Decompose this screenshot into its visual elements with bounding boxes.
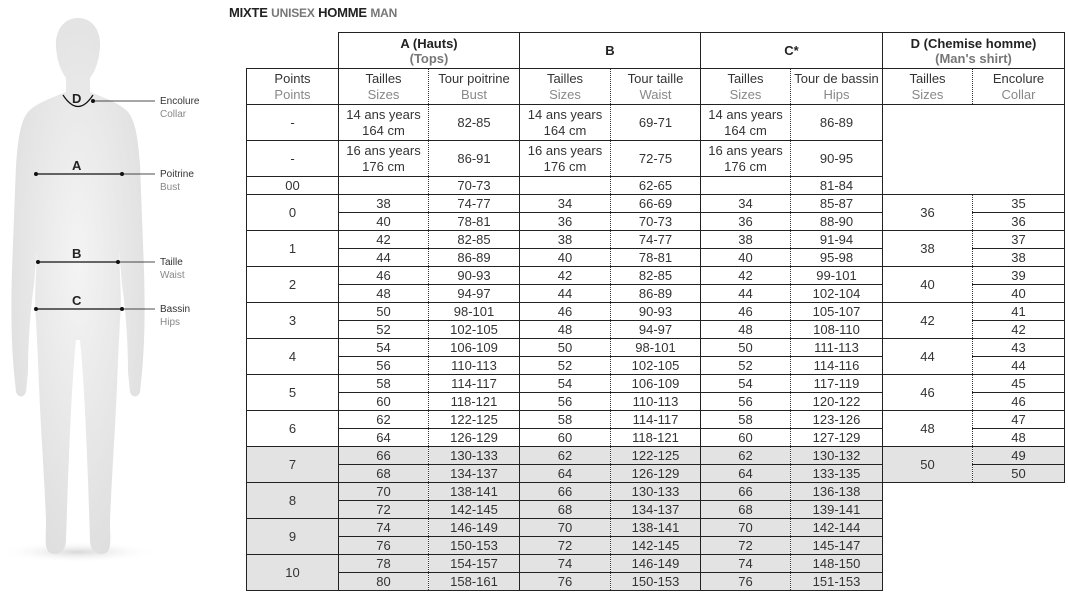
c-size-cell: 42: [701, 267, 791, 285]
c-size-cell: 66: [701, 483, 791, 501]
d-meas-cell: 35: [973, 195, 1065, 213]
col-d-size-en: Sizes: [911, 86, 944, 102]
c-meas-cell: 120-122: [791, 393, 883, 411]
d-size-cell: 48: [883, 411, 973, 447]
c-size-cell: 44: [701, 285, 791, 303]
size-row: [247, 447, 1065, 465]
c-meas-cell: 108-110: [791, 321, 883, 339]
point-cell: 7: [247, 447, 339, 483]
c-meas-cell: 127-129: [791, 429, 883, 447]
c-meas-cell: 151-153: [791, 573, 883, 591]
b-meas-cell: 62-65: [611, 177, 701, 195]
d-meas-cell: 45: [973, 375, 1065, 393]
a-meas-cell: 138-141: [429, 483, 520, 501]
d-blank-cell: [883, 483, 1065, 591]
c-meas-cell: 102-104: [791, 285, 883, 303]
b-size-cell: 38: [520, 231, 611, 249]
b-size-cell: [520, 105, 611, 141]
size-row: [247, 483, 1065, 501]
c-size-cell-line1: 16 ans years: [708, 142, 783, 158]
col-a-meas-en: Bust: [460, 86, 487, 102]
label-hips-en: Hips: [160, 317, 181, 328]
group-d-header: [883, 33, 1065, 69]
b-meas-cell: 70-73: [611, 213, 701, 231]
point-cell: 8: [247, 483, 339, 519]
a-meas-cell: 110-113: [429, 357, 520, 375]
b-meas-cell: 114-117: [611, 411, 701, 429]
label-hips-fr: Bassin: [160, 304, 191, 315]
size-row: [247, 411, 1065, 429]
b-size-cell: 72: [520, 537, 611, 555]
b-meas-cell: 126-129: [611, 465, 701, 483]
heading-mixte: MIXTE: [229, 5, 268, 20]
d-size-cell: 42: [883, 303, 973, 339]
group-a-title: A (Hauts): [400, 35, 458, 51]
b-meas-cell: 142-145: [611, 537, 701, 555]
heading-man: MAN: [370, 6, 398, 20]
d-meas-cell: 41: [973, 303, 1065, 321]
a-meas-cell: 78-81: [429, 213, 520, 231]
point-cell: 5: [247, 375, 339, 411]
a-meas-cell: 142-145: [429, 501, 520, 519]
youth-row: [247, 105, 1065, 141]
group-d-sub: (Man's shirt): [935, 50, 1012, 66]
c-size-cell: 58: [701, 411, 791, 429]
heading-unisex: UNISEX: [271, 6, 315, 20]
d-meas-cell: 49: [973, 447, 1065, 465]
a-meas-cell: 158-161: [429, 573, 520, 591]
a-meas-cell: 154-157: [429, 555, 520, 573]
b-meas-cell: 150-153: [611, 573, 701, 591]
point-cell: 6: [247, 411, 339, 447]
a-meas-cell: 150-153: [429, 537, 520, 555]
c-size-cell: 64: [701, 465, 791, 483]
c-meas-cell: 148-150: [791, 555, 883, 573]
size-row: [247, 375, 1065, 393]
col-d-size-fr: Tailles: [909, 70, 946, 86]
group-header-row: [247, 33, 1065, 69]
size-row: [247, 303, 1065, 321]
col-b-meas-fr: Tour taille: [627, 70, 684, 86]
d-meas-cell: 38: [973, 249, 1065, 267]
d-meas-cell: 36: [973, 213, 1065, 231]
c-size-cell: 36: [701, 213, 791, 231]
c-meas-cell: 139-141: [791, 501, 883, 519]
b-meas-cell: 66-69: [611, 195, 701, 213]
d-size-cell: 46: [883, 375, 973, 411]
b-meas-cell: 86-89: [611, 285, 701, 303]
col-c-size-en: Sizes: [729, 86, 762, 102]
c-meas-cell: 95-98: [791, 249, 883, 267]
a-size-cell: 48: [339, 285, 429, 303]
c-size-cell: 40: [701, 249, 791, 267]
a-size-cell: 76: [339, 537, 429, 555]
a-size-cell: 56: [339, 357, 429, 375]
c-meas-cell: 130-132: [791, 447, 883, 465]
point-cell: 3: [247, 303, 339, 339]
col-points-fr: Points: [274, 70, 311, 86]
b-size-cell: 52: [520, 357, 611, 375]
b-size-cell: 48: [520, 321, 611, 339]
a-meas-cell: 126-129: [429, 429, 520, 447]
c-meas-cell: 91-94: [791, 231, 883, 249]
c-meas-cell: 85-87: [791, 195, 883, 213]
letter-c: C: [72, 293, 82, 308]
b-size-cell: 54: [520, 375, 611, 393]
b-meas-cell: 72-75: [611, 141, 701, 177]
a-meas-cell: 86-89: [429, 249, 520, 267]
size-row: [247, 195, 1065, 213]
a-size-cell: 70: [339, 483, 429, 501]
d-blank-cell: [883, 105, 1065, 195]
b-meas-cell: 102-105: [611, 357, 701, 375]
b-size-cell: 50: [520, 339, 611, 357]
b-meas-cell: 106-109: [611, 375, 701, 393]
col-d-size: [883, 69, 973, 105]
c-size-cell-line1: 14 ans years: [708, 106, 783, 122]
b-meas-cell: 98-101: [611, 339, 701, 357]
d-size-cell: 40: [883, 267, 973, 303]
c-size-cell: 60: [701, 429, 791, 447]
a-size-cell: 58: [339, 375, 429, 393]
a-meas-cell: 82-85: [429, 231, 520, 249]
label-waist: [160, 256, 185, 282]
a-size-cell-line2: 176 cm: [362, 158, 405, 174]
a-size-cell: 64: [339, 429, 429, 447]
c-meas-cell: 145-147: [791, 537, 883, 555]
a-meas-cell: 118-121: [429, 393, 520, 411]
a-meas-cell: 114-117: [429, 375, 520, 393]
c-meas-cell: 136-138: [791, 483, 883, 501]
c-meas-cell: 114-116: [791, 357, 883, 375]
a-meas-cell: 98-101: [429, 303, 520, 321]
b-size-cell: [520, 177, 611, 195]
a-size-cell: 44: [339, 249, 429, 267]
group-c-header: [701, 33, 883, 69]
c-meas-cell: 142-144: [791, 519, 883, 537]
b-size-cell: 60: [520, 429, 611, 447]
col-c-size-fr: Tailles: [727, 70, 764, 86]
c-size-cell-line2: 176 cm: [724, 158, 767, 174]
body-figure: [0, 0, 230, 607]
c-meas-cell: 99-101: [791, 267, 883, 285]
point-cell: -: [247, 105, 339, 141]
a-meas-cell: 122-125: [429, 411, 520, 429]
point-cell: 00: [247, 177, 339, 195]
d-meas-cell: 43: [973, 339, 1065, 357]
a-size-cell-line2: 164 cm: [362, 122, 405, 138]
c-size-cell: 72: [701, 537, 791, 555]
size-row: [247, 267, 1065, 285]
letter-d: D: [72, 91, 82, 106]
c-size-cell: 68: [701, 501, 791, 519]
b-size-cell: 70: [520, 519, 611, 537]
col-b-meas-en: Waist: [639, 86, 672, 102]
a-meas-cell: 106-109: [429, 339, 520, 357]
b-size-cell: 36: [520, 213, 611, 231]
a-size-cell: 62: [339, 411, 429, 429]
size-table-body: [247, 33, 1065, 591]
col-a-size-en: Sizes: [367, 86, 400, 102]
c-size-cell: [701, 141, 791, 177]
b-size-cell-line1: 14 ans years: [527, 106, 603, 122]
c-meas-cell: 123-126: [791, 411, 883, 429]
b-meas-cell: 78-81: [611, 249, 701, 267]
b-meas-cell: 74-77: [611, 231, 701, 249]
a-meas-cell: 146-149: [429, 519, 520, 537]
a-meas-cell: 70-73: [429, 177, 520, 195]
c-meas-cell: 133-135: [791, 465, 883, 483]
a-meas-cell: 94-97: [429, 285, 520, 303]
d-size-cell: 50: [883, 447, 973, 483]
silhouette-illustration: [0, 0, 230, 607]
point-cell: -: [247, 141, 339, 177]
b-meas-cell: 110-113: [611, 393, 701, 411]
c-size-cell: 56: [701, 393, 791, 411]
label-bust: [160, 168, 194, 194]
c-size-cell: 76: [701, 573, 791, 591]
d-meas-cell: 50: [973, 465, 1065, 483]
b-meas-cell: 146-149: [611, 555, 701, 573]
b-meas-cell: 122-125: [611, 447, 701, 465]
a-size-cell: 46: [339, 267, 429, 285]
c-size-cell: 38: [701, 231, 791, 249]
d-meas-cell: 39: [973, 267, 1065, 285]
a-size-cell: 54: [339, 339, 429, 357]
column-header-row: [247, 69, 1065, 105]
c-meas-cell: 117-119: [791, 375, 883, 393]
c-meas-cell: 81-84: [791, 177, 883, 195]
c-size-cell: 62: [701, 447, 791, 465]
b-size-cell: 62: [520, 447, 611, 465]
a-size-cell: [339, 141, 429, 177]
b-size-cell-line2: 176 cm: [543, 158, 587, 174]
label-collar: [160, 95, 199, 121]
a-meas-cell: 102-105: [429, 321, 520, 339]
b-size-cell-line2: 164 cm: [543, 122, 587, 138]
col-b-size: [520, 69, 611, 105]
group-d-title: D (Chemise homme): [910, 35, 1037, 51]
d-meas-cell: 46: [973, 393, 1065, 411]
col-d-meas-fr: Encolure: [992, 70, 1045, 86]
group-b-header: [520, 33, 701, 69]
a-size-cell: 50: [339, 303, 429, 321]
c-meas-cell: 111-113: [791, 339, 883, 357]
a-size-cell: 60: [339, 393, 429, 411]
heading-homme: HOMME: [318, 5, 367, 20]
c-size-cell: 54: [701, 375, 791, 393]
col-b-size-en: Sizes: [549, 86, 581, 102]
letter-a: A: [72, 158, 82, 173]
b-size-cell: 46: [520, 303, 611, 321]
label-bust-fr: Poitrine: [160, 169, 194, 180]
point-cell: 10: [247, 555, 339, 591]
d-meas-cell: 44: [973, 357, 1065, 375]
a-size-cell: 40: [339, 213, 429, 231]
c-meas-cell: 88-90: [791, 213, 883, 231]
label-waist-fr: Taille: [160, 257, 183, 268]
table-heading: [229, 5, 397, 20]
c-meas-cell: 90-95: [791, 141, 883, 177]
c-size-cell: [701, 105, 791, 141]
group-a-sub: (Tops): [409, 50, 449, 66]
a-meas-cell: 74-77: [429, 195, 520, 213]
d-size-cell: 44: [883, 339, 973, 375]
d-size-cell: 38: [883, 231, 973, 267]
size-row: [247, 231, 1065, 249]
col-c-meas-fr: Tour de bassin: [794, 70, 879, 86]
label-waist-en: Waist: [160, 270, 185, 281]
label-collar-en: Collar: [160, 109, 187, 120]
a-size-cell-line1: 14 ans years: [346, 106, 421, 122]
a-size-cell: 66: [339, 447, 429, 465]
b-meas-cell: 82-85: [611, 267, 701, 285]
a-meas-cell: 86-91: [429, 141, 520, 177]
a-meas-cell: 90-93: [429, 267, 520, 285]
b-size-cell: 40: [520, 249, 611, 267]
c-size-cell-line2: 164 cm: [724, 122, 767, 138]
col-b-meas: [611, 69, 701, 105]
col-c-meas-en: Hips: [823, 86, 850, 102]
col-d-meas-en: Collar: [1001, 86, 1036, 102]
d-meas-cell: 42: [973, 321, 1065, 339]
b-size-cell: 66: [520, 483, 611, 501]
col-a-size-fr: Tailles: [365, 70, 402, 86]
b-size-cell: 56: [520, 393, 611, 411]
b-size-cell: 76: [520, 573, 611, 591]
b-size-cell: 64: [520, 465, 611, 483]
size-table: [246, 32, 1065, 591]
b-size-cell: 58: [520, 411, 611, 429]
point-cell: 0: [247, 195, 339, 231]
b-meas-cell: 118-121: [611, 429, 701, 447]
c-size-cell: 46: [701, 303, 791, 321]
corner-cell: [247, 33, 339, 69]
c-size-cell: 48: [701, 321, 791, 339]
group-a-header: [339, 33, 520, 69]
label-hips: [160, 303, 190, 329]
point-cell: 9: [247, 519, 339, 555]
c-meas-cell: 86-89: [791, 105, 883, 141]
a-size-cell: [339, 177, 429, 195]
d-meas-cell: 40: [973, 285, 1065, 303]
point-cell: 1: [247, 231, 339, 267]
a-size-cell-line1: 16 ans years: [346, 142, 421, 158]
d-meas-cell: 37: [973, 231, 1065, 249]
b-size-cell: 74: [520, 555, 611, 573]
a-size-cell: 72: [339, 501, 429, 519]
col-points-en: Points: [274, 86, 311, 102]
b-meas-cell: 138-141: [611, 519, 701, 537]
d-meas-cell: 48: [973, 429, 1065, 447]
b-meas-cell: 69-71: [611, 105, 701, 141]
b-size-cell-line1: 16 ans years: [527, 142, 603, 158]
col-a-meas-fr: Tour poitrine: [438, 70, 510, 86]
c-meas-cell: 105-107: [791, 303, 883, 321]
col-d-meas: [973, 69, 1065, 105]
group-c-title: C*: [784, 43, 799, 58]
letter-b: B: [72, 246, 82, 261]
b-size-cell: 42: [520, 267, 611, 285]
a-size-cell: 78: [339, 555, 429, 573]
b-meas-cell: 130-133: [611, 483, 701, 501]
b-size-cell: [520, 141, 611, 177]
a-size-cell: 38: [339, 195, 429, 213]
point-cell: 2: [247, 267, 339, 303]
b-size-cell: 44: [520, 285, 611, 303]
a-size-cell: 74: [339, 519, 429, 537]
c-size-cell: [701, 177, 791, 195]
a-meas-cell: 82-85: [429, 105, 520, 141]
a-size-cell: 68: [339, 465, 429, 483]
col-a-meas: [429, 69, 520, 105]
label-bust-en: Bust: [160, 182, 181, 193]
col-c-size: [701, 69, 791, 105]
a-meas-cell: 130-133: [429, 447, 520, 465]
c-size-cell: 50: [701, 339, 791, 357]
point-cell: 4: [247, 339, 339, 375]
d-meas-cell: 47: [973, 411, 1065, 429]
label-collar-fr: Encolure: [160, 96, 200, 107]
c-size-cell: 70: [701, 519, 791, 537]
col-c-meas: [791, 69, 883, 105]
c-size-cell: 34: [701, 195, 791, 213]
c-size-cell: 74: [701, 555, 791, 573]
col-b-size-fr: Tailles: [546, 70, 584, 86]
d-size-cell: 36: [883, 195, 973, 231]
group-b-title: B: [605, 43, 615, 58]
b-meas-cell: 90-93: [611, 303, 701, 321]
a-size-cell: 52: [339, 321, 429, 339]
a-meas-cell: 134-137: [429, 465, 520, 483]
a-size-cell: 80: [339, 573, 429, 591]
col-points: [247, 69, 339, 105]
size-row: [247, 339, 1065, 357]
c-size-cell: 52: [701, 357, 791, 375]
a-size-cell: 42: [339, 231, 429, 249]
b-meas-cell: 94-97: [611, 321, 701, 339]
a-size-cell: [339, 105, 429, 141]
b-size-cell: 68: [520, 501, 611, 519]
b-size-cell: 34: [520, 195, 611, 213]
b-meas-cell: 134-137: [611, 501, 701, 519]
col-a-size: [339, 69, 429, 105]
